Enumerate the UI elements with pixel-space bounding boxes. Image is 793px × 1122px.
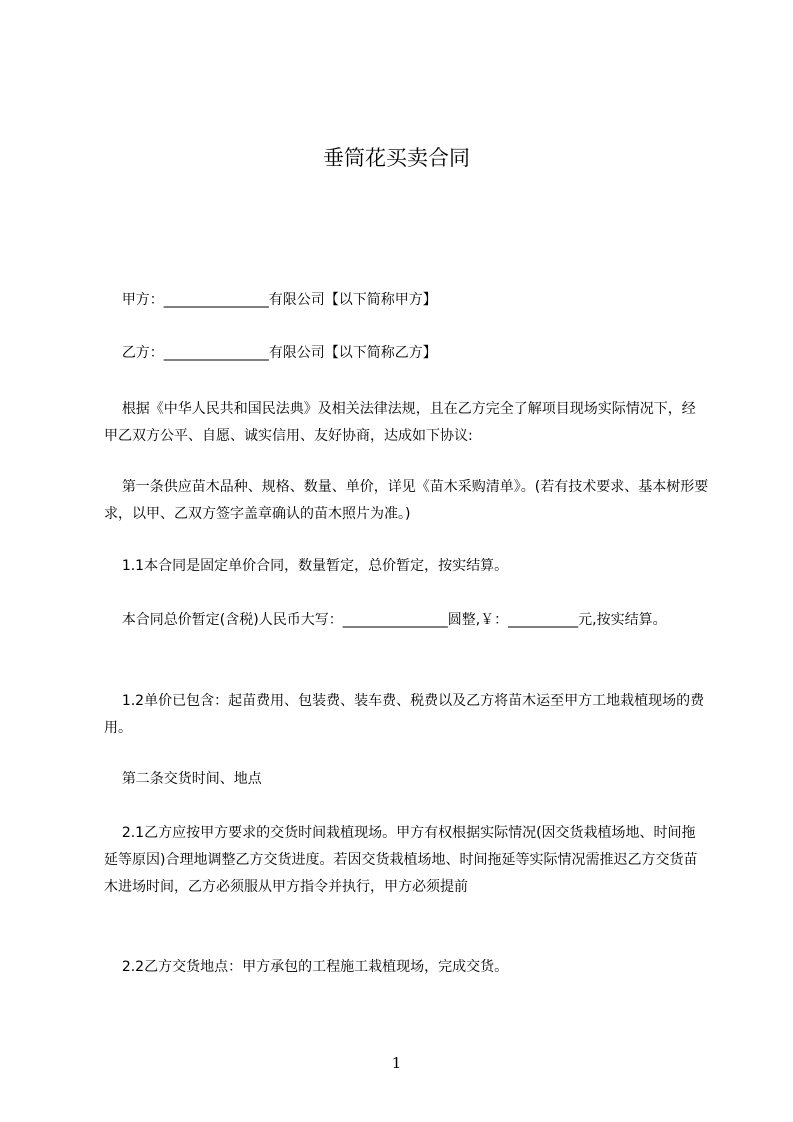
contract-title: 垂筒花买卖合同: [323, 146, 470, 170]
party-a-line: 甲方：_______________有限公司【以下简称甲方】: [104, 292, 437, 308]
party-b-line: 乙方：_______________有限公司【以下简称乙方】: [104, 345, 437, 361]
clause-1-1-paragraph: 1.1本合同是固定单价合同，数量暂定，总价暂定，按实结算。: [104, 558, 509, 574]
page-number: 1: [391, 1054, 402, 1072]
article-2-heading: 第二条交货时间、地点: [104, 771, 262, 787]
clause-1-2-paragraph: 1.2单价已包含：起苗费用、包装费、装车费、税费以及乙方将苗木运至甲方工地栽植现场的费用。: [104, 693, 705, 736]
clause-2-1-paragraph: 2.1乙方应按甲方要求的交货时间栽植现场。甲方有权根据实际情况(因交货栽植场地、时间拖延等原因)合理地调整乙方交货进度。若因交货栽植场地、时间拖延等实际情况需推迟乙方交货苗木进场时间，乙方必须服从甲方指令并执行，甲方必须提前: [104, 825, 698, 895]
total-price-paragraph: 本合同总价暂定(含税)人民币大写：_______________圆整,￥：__________元,按实结算。: [104, 612, 667, 628]
clause-2-2-paragraph: 2.2乙方交货地点：甲方承包的工程施工栽植现场，完成交货。: [104, 959, 509, 975]
preamble-paragraph: 根据《中华人民共和国民法典》及相关法律法规，且在乙方完全了解项目现场实际情况下，经甲乙双方公平、自愿、诚实信用、友好协商，达成如下协议:: [104, 401, 696, 444]
article-1-paragraph: 第一条供应苗木品种、规格、数量、单价，详见《苗木采购清单》。(若有技术要求、基本树形要求，以甲、乙双方签字盖章确认的苗木照片为准。): [104, 479, 709, 522]
